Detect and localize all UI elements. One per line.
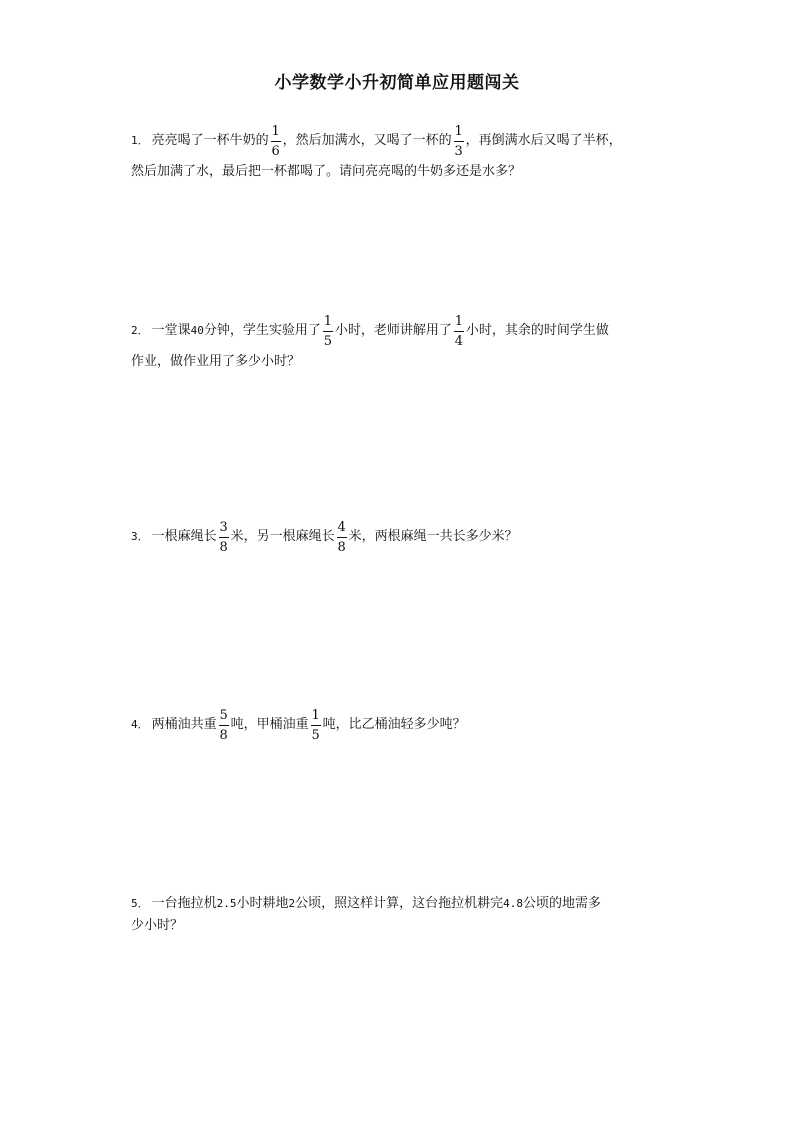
- fraction: [337, 520, 347, 555]
- fraction-numerator: 5: [219, 707, 228, 723]
- fraction-denominator: 5: [323, 333, 333, 349]
- question-text: 两桶油共重: [151, 717, 217, 732]
- question-3-line-1: [131, 517, 676, 557]
- fraction-numerator: 1: [454, 313, 464, 329]
- question-5-line-1: [131, 893, 676, 915]
- fraction-numerator: 1: [311, 707, 320, 723]
- question-2: [131, 311, 676, 373]
- page-title: 小学数学小升初简单应用题闯关: [274, 73, 520, 93]
- question-text: ，再倒满水后又喝了半杯，: [465, 133, 622, 148]
- fraction: [454, 314, 464, 349]
- area-value: 2: [288, 897, 296, 910]
- fraction-denominator: 6: [271, 143, 280, 159]
- area-value: 4.8: [503, 897, 524, 910]
- question-text: 公顷，照这样计算，这台拖拉机耕完: [295, 896, 504, 911]
- question-text: 小时耕地: [236, 896, 289, 911]
- fraction-bar: [454, 331, 464, 332]
- question-text: 吨，甲桶油重: [230, 717, 309, 732]
- question-text: ，然后加满水，又喝了一杯的: [282, 133, 452, 148]
- question-4: [131, 705, 676, 745]
- question-number: 3．: [131, 530, 149, 543]
- hours-value: 2.5: [216, 897, 237, 910]
- question-text: 一堂课: [151, 323, 191, 338]
- question-text: 一台拖拉机: [151, 896, 217, 911]
- question-text: 吨，比乙桶油轻多少吨？: [322, 717, 466, 732]
- question-number: 2．: [131, 324, 149, 337]
- fraction: [454, 124, 464, 159]
- fraction-denominator: 3: [454, 143, 463, 159]
- fraction-numerator: 1: [323, 313, 333, 329]
- fraction-bar: [219, 725, 229, 726]
- fraction: [311, 708, 321, 743]
- fraction: [323, 314, 333, 349]
- question-2-line-2: 作业，做作业用了多少小时？: [131, 354, 301, 369]
- fraction-denominator: 8: [337, 539, 346, 555]
- fraction-bar: [454, 141, 464, 142]
- question-2-line-1: [131, 311, 676, 351]
- fraction-bar: [219, 537, 229, 538]
- fraction: [219, 708, 229, 743]
- fraction: [219, 520, 229, 555]
- minutes-value: 40: [190, 324, 204, 337]
- question-5: [131, 893, 676, 937]
- question-number: 5．: [131, 897, 149, 910]
- question-5-line-2: 少小时？: [131, 918, 184, 933]
- question-text: 分钟，学生实验用了: [203, 323, 321, 338]
- fraction-bar: [323, 331, 333, 332]
- question-text: 米，两根麻绳一共长多少米？: [348, 529, 518, 544]
- fraction-denominator: 4: [454, 333, 464, 349]
- question-text: 小时，其余的时间学生做: [465, 323, 609, 338]
- fraction-numerator: 3: [219, 519, 228, 535]
- question-1-line-2: 然后加满了水，最后把一杯都喝了。请问亮亮喝的牛奶多还是水多？: [131, 164, 522, 179]
- question-3: [131, 517, 676, 557]
- fraction-bar: [311, 725, 321, 726]
- question-4-line-1: [131, 705, 676, 745]
- question-1: [131, 121, 676, 183]
- question-number: 1．: [131, 134, 149, 147]
- fraction-denominator: 8: [219, 727, 228, 743]
- question-text: 一根麻绳长: [151, 529, 217, 544]
- fraction-denominator: 8: [219, 539, 228, 555]
- question-number: 4．: [131, 718, 149, 731]
- question-text: 公顷的地需多: [523, 896, 602, 911]
- fraction: [271, 124, 281, 159]
- question-text: 米，另一根麻绳长: [230, 529, 335, 544]
- fraction-numerator: 1: [271, 123, 280, 139]
- fraction-denominator: 5: [311, 727, 320, 743]
- fraction-numerator: 1: [454, 123, 463, 139]
- question-text: 亮亮喝了一杯牛奶的: [151, 133, 269, 148]
- fraction-bar: [337, 537, 347, 538]
- question-text: 小时，老师讲解用了: [334, 323, 452, 338]
- fraction-numerator: 4: [337, 519, 346, 535]
- question-1-line-1: [131, 121, 676, 161]
- fraction-bar: [271, 141, 281, 142]
